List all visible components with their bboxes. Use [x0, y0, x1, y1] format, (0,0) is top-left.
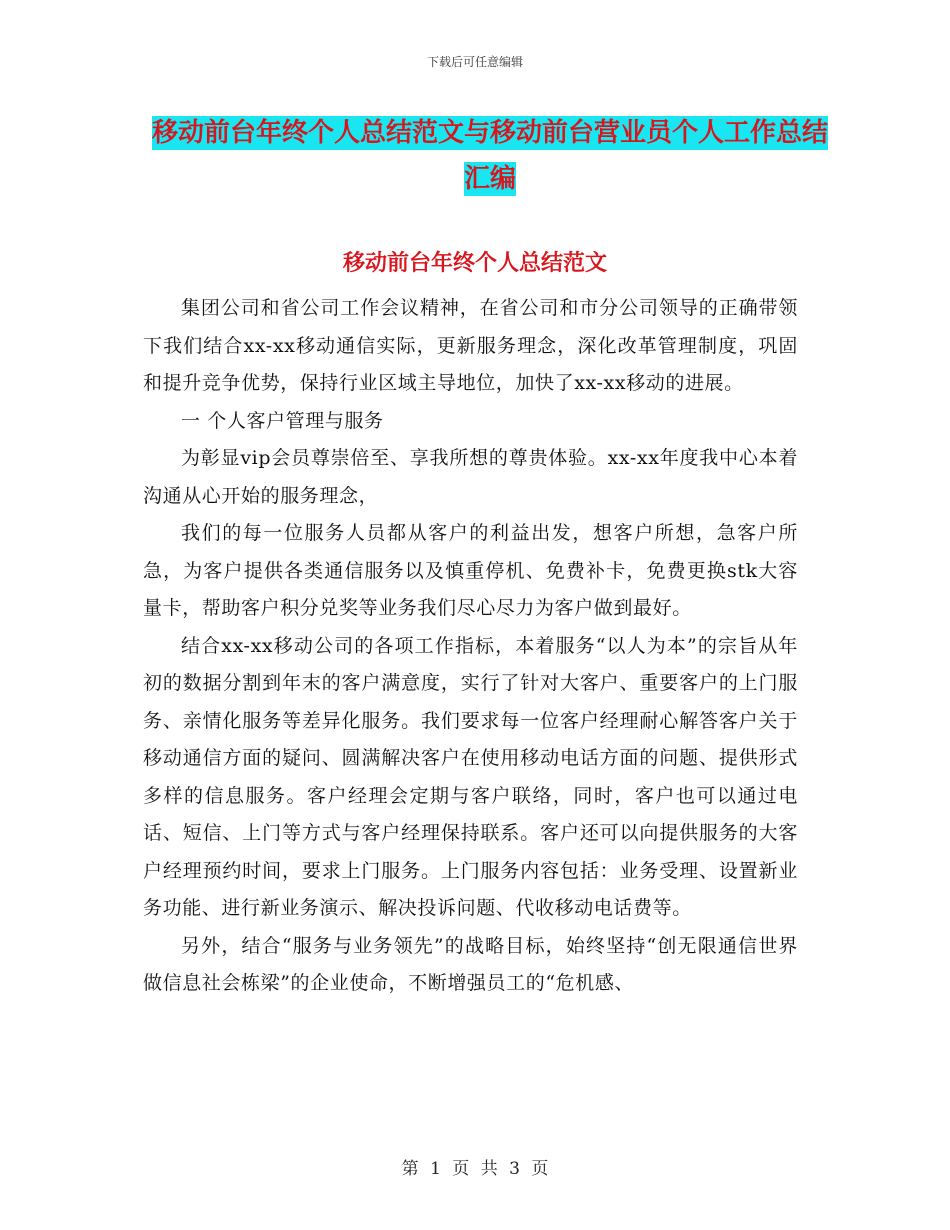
document-title — [140, 110, 840, 202]
paragraph: 为彰显vip会员尊崇倍至、享我所想的尊贵体验。xx-xx年度我中心本着沟通从心开始的服务理念， — [143, 447, 798, 507]
document-body — [143, 290, 798, 1003]
paragraph: 我们的每一位服务人员都从客户的利益出发，想客户所想，急客户所急，为客户提供各类通信服务以及慎重停机、免费补卡，免费更换stk大容量卡，帮助客户积分兑奖等业务我们尽心尽力为客户做到最好。 — [143, 522, 798, 619]
paragraph: 另外，结合“服务与业务领先”的战略目标，始终坚持“创无限通信世界 做信息社会栋梁”的企业使命，不断增强员工的“危机感、 — [143, 934, 798, 994]
page-number: 第 1 页 共 3 页 — [401, 1159, 549, 1179]
paragraph: 结合xx-xx移动公司的各项工作指标，本着服务“以人为本”的宗旨从年初的数据分割到年末的客户满意度，实行了针对大客户、重要客户的上门服务、亲情化服务等差异化服务。我们要求每一位客户经理耐心解答客户关于移动通信方面的疑问、圆满解决客户在使用移动电话方面的问题、提供形式多样的信息服务。客户经理会定期与客户联络，同时，客户也可以通过电话、短信、上门等方式与客户经理保持联系。客户还可以向提供服务的大客户经理预约时间，要求上门服务。上门服务内容包括：业务受理、设置新业务功能、进行新业务演示、解决投诉问题、代收移动电话费等。 — [143, 634, 798, 919]
paragraph: 集团公司和省公司工作会议精神，在省公司和市分公司领导的正确带领下我们结合xx-xx移动通信实际，更新服务理念，深化改革管理制度，巩固和提升竞争优势，保持行业区域主导地位，加快了xx-xx移动的进展。 — [143, 297, 798, 394]
download-note: 下载后可任意编辑 — [426, 55, 523, 69]
paragraph-heading: 一 个人客户管理与服务 — [181, 409, 384, 432]
section-title: 移动前台年终个人总结范文 — [342, 251, 607, 276]
document-title-text: 移动前台年终个人总结范文与移动前台营业员个人工作总结汇编 — [151, 118, 828, 194]
